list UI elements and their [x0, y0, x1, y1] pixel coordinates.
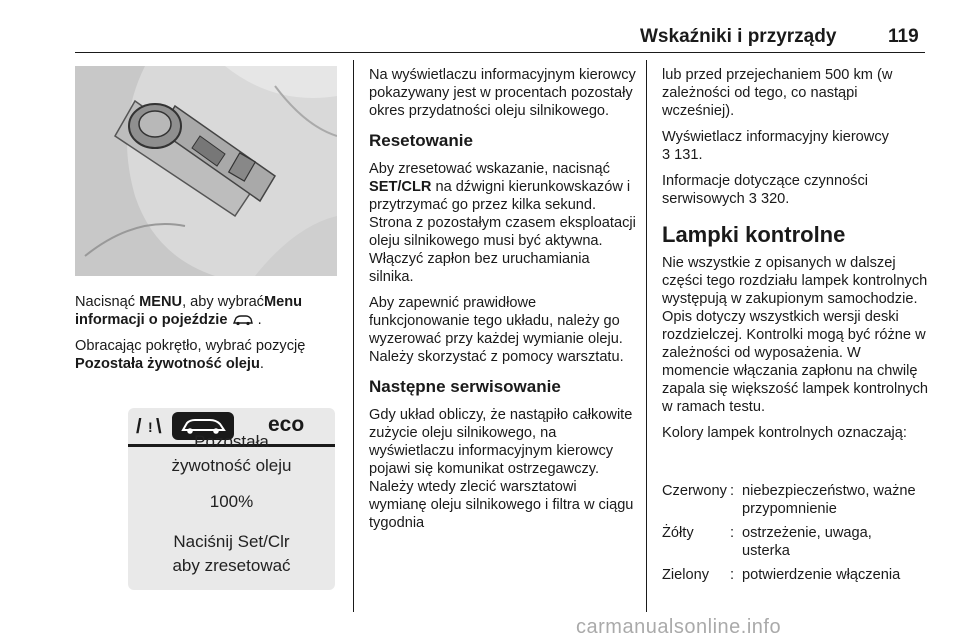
lamp-color-list: [662, 482, 922, 590]
display-line-2: żywotność oleju: [171, 456, 292, 475]
color-row-yellow: Żółty : ostrzeżenie, uwaga, usterka: [662, 525, 872, 559]
svg-text:/: /: [136, 416, 142, 438]
color-row-red: Czerwony : niebezpieczeństwo, ważne przypomnienie: [662, 483, 916, 517]
svg-text:\: \: [156, 416, 162, 438]
svg-text:!: !: [148, 419, 153, 435]
column-divider-1: [353, 60, 354, 612]
driver-info-reference: Wyświetlacz informacyjny kierowcy 3 131.: [662, 129, 889, 163]
lamp-colors-intro: Kolory lampek kontrolnych oznaczają:: [662, 425, 907, 441]
watermark: carmanualsonline.info: [576, 616, 782, 638]
heading-warning-lamps: Lampki kontrolne: [662, 222, 846, 247]
page-number: 119: [888, 26, 919, 47]
column-divider-2: [646, 60, 647, 612]
header-rule: [75, 52, 925, 53]
reset-note-paragraph: Aby zapewnić prawidłowe funkcjonowanie tego układu, należy go wyzerować przy każdej wymianie oleju. Należy skorzystać z pomocy warsztatu.: [369, 295, 624, 365]
page-header-title: Wskaźniki i przyrządy: [640, 26, 837, 47]
heading-reset: Resetowanie: [369, 131, 473, 150]
oil-life-paragraph: Na wyświetlaczu informacyjnym kierowcy pokazywany jest w procentach pozostały okres przydatności oleju silnikowego.: [369, 67, 636, 119]
display-line-1: Pozostała: [194, 432, 269, 451]
page-reference-link[interactable]: 3 131.: [662, 147, 703, 163]
display-percent: 100%: [209, 492, 254, 511]
eco-label: eco: [268, 413, 305, 436]
service-deadline-paragraph: lub przed przejechaniem 500 km (w zależności od tego, co nastąpi wcześniej).: [662, 67, 893, 119]
page-reference-link[interactable]: 3 320.: [748, 191, 790, 207]
lever-illustration: [75, 66, 337, 276]
rotate-instruction: Obracając pokrętło, wybrać pozycję Pozostała żywotność oleju.: [75, 338, 306, 372]
menu-instruction: Nacisnąć MENU, aby wybraćMenu informacji o pojeździe .: [75, 294, 303, 328]
next-service-paragraph: Gdy układ obliczy, że nastąpiło całkowite zużycie oleju silnikowego, na wyświetlaczu informacyjnym kierowcy pojawi się komunikat ostrzegawczy. Należy wtedy zlecić warsztatowi wymianę oleju silnikowego i filtra w ciągu tygodnia: [369, 407, 634, 531]
display-line-4: aby zresetować: [172, 556, 291, 575]
heading-next-service: Następne serwisowanie: [369, 377, 561, 396]
color-row-green: Zielony : potwierdzenie włączenia: [662, 567, 901, 583]
driver-info-display: [128, 408, 335, 590]
warning-lamps-paragraph: Nie wszystkie z opisanych w dalszej części tego rozdziału lampek kontrolnych występują w zakupionym samochodzie. Opis dotyczy wszystkich wersji deski rozdzielczej. Kontrolki mogą być różne w zależności od wyposażenia. W momencie włączania zapłonu na chwilę zapala się większość lampek kontrolnych w ramach testu.: [662, 255, 929, 415]
display-line-3: Naciśnij Set/Clr: [173, 532, 290, 551]
service-info-reference: Informacje dotyczące czynności serwisowych 3 320.: [662, 173, 869, 207]
car-icon: [232, 312, 258, 328]
reset-paragraph: Aby zresetować wskazanie, nacisnąć SET/CLR na dźwigni kierunkowskazów i przytrzymać go przez kilka sekund. Strona z pozostałym czasem eksploatacji oleju silnikowego musi być aktywna. Włączyć zapłon bez uruchamiania silnika.: [369, 161, 636, 285]
